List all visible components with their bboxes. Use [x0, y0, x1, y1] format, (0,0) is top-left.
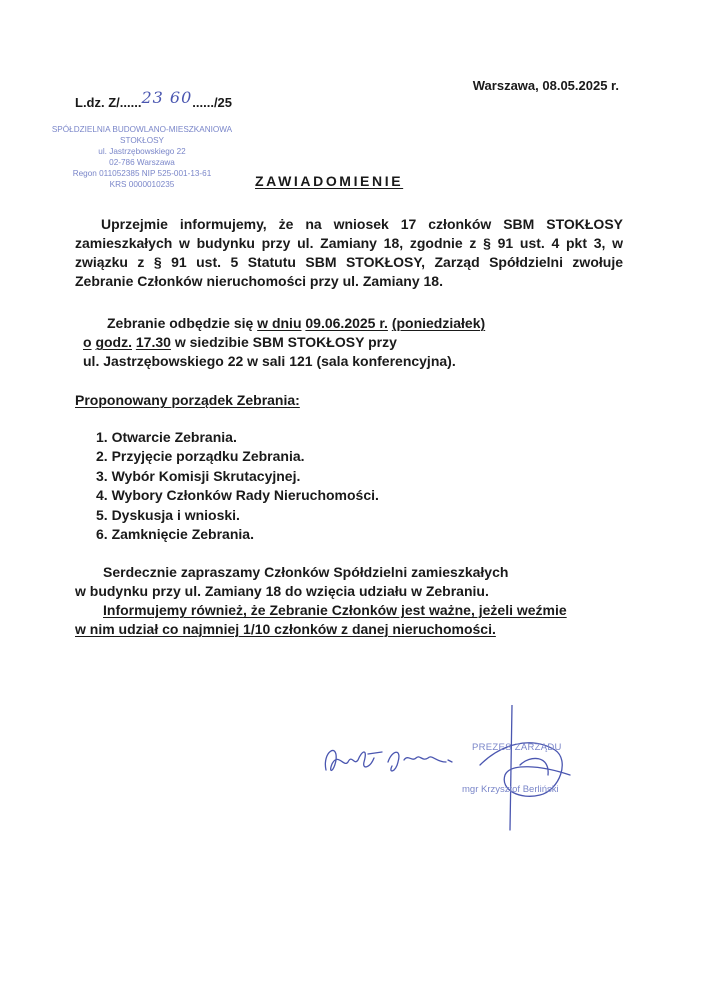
meeting-time-label: godz. — [95, 334, 132, 350]
meeting-line-2 — [75, 333, 623, 352]
agenda-list — [96, 428, 379, 544]
ldz-dots: ...... — [119, 95, 142, 110]
list-item: 3. Wybór Komisji Skrutacyjnej. — [96, 467, 301, 484]
word: zapraszamy — [180, 564, 261, 580]
meeting-time: 17.30 — [135, 334, 171, 350]
word: przy — [368, 334, 397, 350]
stamp-line: 02-786 Warszawa — [109, 158, 175, 167]
word: Serdecznie — [103, 564, 177, 580]
meeting-line-1 — [75, 314, 623, 333]
word: się — [233, 315, 254, 331]
list-item: 1. Otwarcie Zebrania. — [96, 429, 237, 445]
stamp-line: Regon 011052385 NIP 525-001-13-61 — [72, 169, 212, 178]
meeting-date: 09.06.2025 r. — [305, 315, 388, 331]
word: odbędzie — [169, 315, 230, 331]
validity-note-line-2: w nim udział co najmniej 1/10 członków z danej nieruchomości. — [75, 621, 496, 637]
document-title: ZAWIADOMIENIE — [255, 173, 404, 189]
closing-line-2: w budynku przy ul. Zamiany 18 do wzięcia udziału w Zebraniu. — [75, 583, 489, 599]
meeting-location: ul. Jastrzębowskiego 22 w sali 121 (sala konferencyjna). — [83, 353, 456, 369]
cooperative-stamp — [42, 124, 242, 190]
word: Zebranie — [107, 315, 166, 331]
ldz-dots-2: ...... — [192, 95, 214, 110]
president-signature — [460, 705, 610, 835]
agenda-heading: Proponowany porządek Zebrania: — [75, 392, 300, 408]
closing-paragraph — [75, 563, 623, 639]
ldz-prefix: L.dz. Z/ — [75, 95, 120, 110]
word: Spółdzielni — [333, 564, 408, 580]
handwritten-signature — [318, 732, 458, 782]
meeting-weekday: (poniedziałek) — [391, 315, 486, 331]
list-item: 2. Przyjęcie porządku Zebrania. — [96, 448, 305, 465]
president-name: mgr Krzysztof Berliński — [462, 784, 559, 795]
word: zamieszkałych — [411, 564, 509, 580]
intro-paragraph: Uprzejmie informujemy, że na wniosek 17 członków SBM STOKŁOSY zamieszkałych w budynku przy ul. Zamiany 18, zgodnie z § 91 ust. 4 pkt 3, w związku z § 91 ust. 5 Statutu SBM STOKŁOSY, Zarząd Spółdzielni zwołuje Zebranie Członków nieruchomości przy ul. Zamiany 18. — [75, 216, 623, 289]
closing-line-1 — [75, 563, 659, 582]
meeting-date-label: w dniu — [257, 315, 302, 331]
reference-number — [75, 88, 233, 111]
word: w — [174, 334, 186, 350]
word: siedzibie — [189, 334, 249, 350]
stamp-line: ul. Jastrzębowskiego 22 — [98, 147, 186, 156]
word: Członków — [264, 564, 330, 580]
word: STOKŁOSY — [287, 334, 365, 350]
word: o — [83, 334, 92, 350]
ldz-suffix: /25 — [213, 95, 233, 110]
stamp-line: STOKŁOSY — [120, 136, 164, 145]
list-item: 4. Wybory Członków Rady Nieruchomości. — [96, 487, 379, 504]
validity-note-line-1: Informujemy również, że Zebranie Członków jest ważne, jeżeli weźmie — [103, 602, 567, 618]
president-title: PREZES ZARZĄDU — [472, 742, 562, 753]
place-date: Warszawa, 08.05.2025 r. — [472, 78, 619, 93]
stamp-line: SPÓŁDZIELNIA BUDOWLANO-MIESZKANIOWA — [51, 125, 233, 134]
list-item: 6. Zamknięcie Zebrania. — [96, 526, 254, 543]
stamp-line: KRS 0000010235 — [109, 180, 175, 189]
list-item: 5. Dyskusja i wnioski. — [96, 506, 240, 523]
ldz-handwritten-number: 23 60 — [141, 88, 193, 107]
meeting-details-paragraph — [75, 314, 623, 371]
word: SBM — [252, 334, 284, 350]
